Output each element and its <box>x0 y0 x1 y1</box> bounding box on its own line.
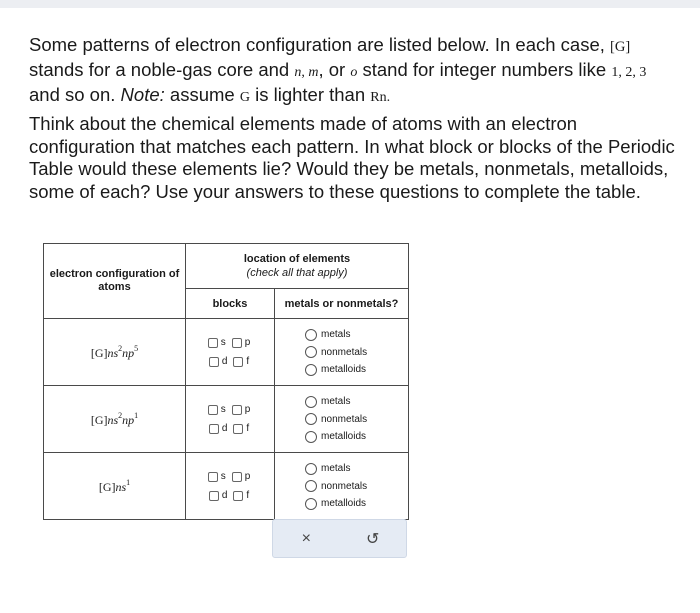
metals-checkbox[interactable]: metals <box>305 393 408 411</box>
top-bar <box>0 0 700 8</box>
blocks-cell <box>186 386 275 453</box>
blocks-cell <box>186 453 275 520</box>
header-location: location of elements (check all that apply) <box>186 244 409 289</box>
block-p-checkbox[interactable]: p <box>232 471 251 482</box>
block-f-checkbox[interactable]: f <box>233 356 249 367</box>
block-s-checkbox[interactable]: s <box>208 471 226 482</box>
nonmetals-checkbox[interactable]: nonmetals <box>305 343 408 361</box>
config-cell: $[G]ns^2np^1$ <box>44 386 186 453</box>
table-row <box>44 386 409 453</box>
intro-paragraph: Some patterns of electron configuration are listed below. In each case, [G] stands for a noble-gas core and n, m, or o stand for integer numbers like 1, 2, 3 and so on. Note: assume G is lighter than Rn. <box>29 34 647 105</box>
block-p-checkbox[interactable]: p <box>232 337 251 348</box>
core-symbol: [G] <box>610 39 631 55</box>
metals-checkbox[interactable]: metals <box>305 460 408 478</box>
header-config: electron configuration of atoms <box>44 244 186 319</box>
block-s-checkbox[interactable]: s <box>208 404 226 415</box>
config-cell: $[G]ns^2np^5$ <box>44 319 186 386</box>
metalloids-checkbox[interactable]: metalloids <box>305 428 408 446</box>
header-metals: metals or nonmetals? <box>275 289 409 319</box>
metals-cell <box>275 386 409 453</box>
undo-icon: ↺ <box>366 530 380 548</box>
metals-checkbox[interactable]: metals <box>305 326 408 344</box>
note-label: Note: <box>120 84 165 105</box>
block-p-checkbox[interactable]: p <box>232 404 251 415</box>
clear-button[interactable] <box>292 525 320 553</box>
nonmetals-checkbox[interactable]: nonmetals <box>305 477 408 495</box>
block-s-checkbox[interactable]: s <box>208 337 226 348</box>
blocks-cell <box>186 319 275 386</box>
metalloids-checkbox[interactable]: metalloids <box>305 361 408 379</box>
metals-cell <box>275 319 409 386</box>
close-icon: × <box>301 529 311 547</box>
block-f-checkbox[interactable]: f <box>233 423 249 434</box>
answer-actions <box>272 519 407 558</box>
block-d-checkbox[interactable]: d <box>209 490 228 501</box>
block-d-checkbox[interactable]: d <box>209 356 228 367</box>
metalloids-checkbox[interactable]: metalloids <box>305 495 408 513</box>
block-f-checkbox[interactable]: f <box>233 490 249 501</box>
header-blocks: blocks <box>186 289 275 319</box>
metals-cell <box>275 453 409 520</box>
block-d-checkbox[interactable]: d <box>209 423 228 434</box>
answer-table <box>43 243 409 520</box>
nonmetals-checkbox[interactable]: nonmetals <box>305 410 408 428</box>
question-paragraph: Think about the chemical elements made of atoms with an electron configuration that matches each pattern. In what block or blocks of the Periodic Table would these elements lie? Would they be metals, nonmetals, metalloids, some of each? Use your answers to these questions to complete the table. <box>29 113 675 202</box>
config-cell: $[G]ns^1$ <box>44 453 186 520</box>
table-row <box>44 453 409 520</box>
reset-button[interactable] <box>359 525 387 553</box>
table-row <box>44 319 409 386</box>
